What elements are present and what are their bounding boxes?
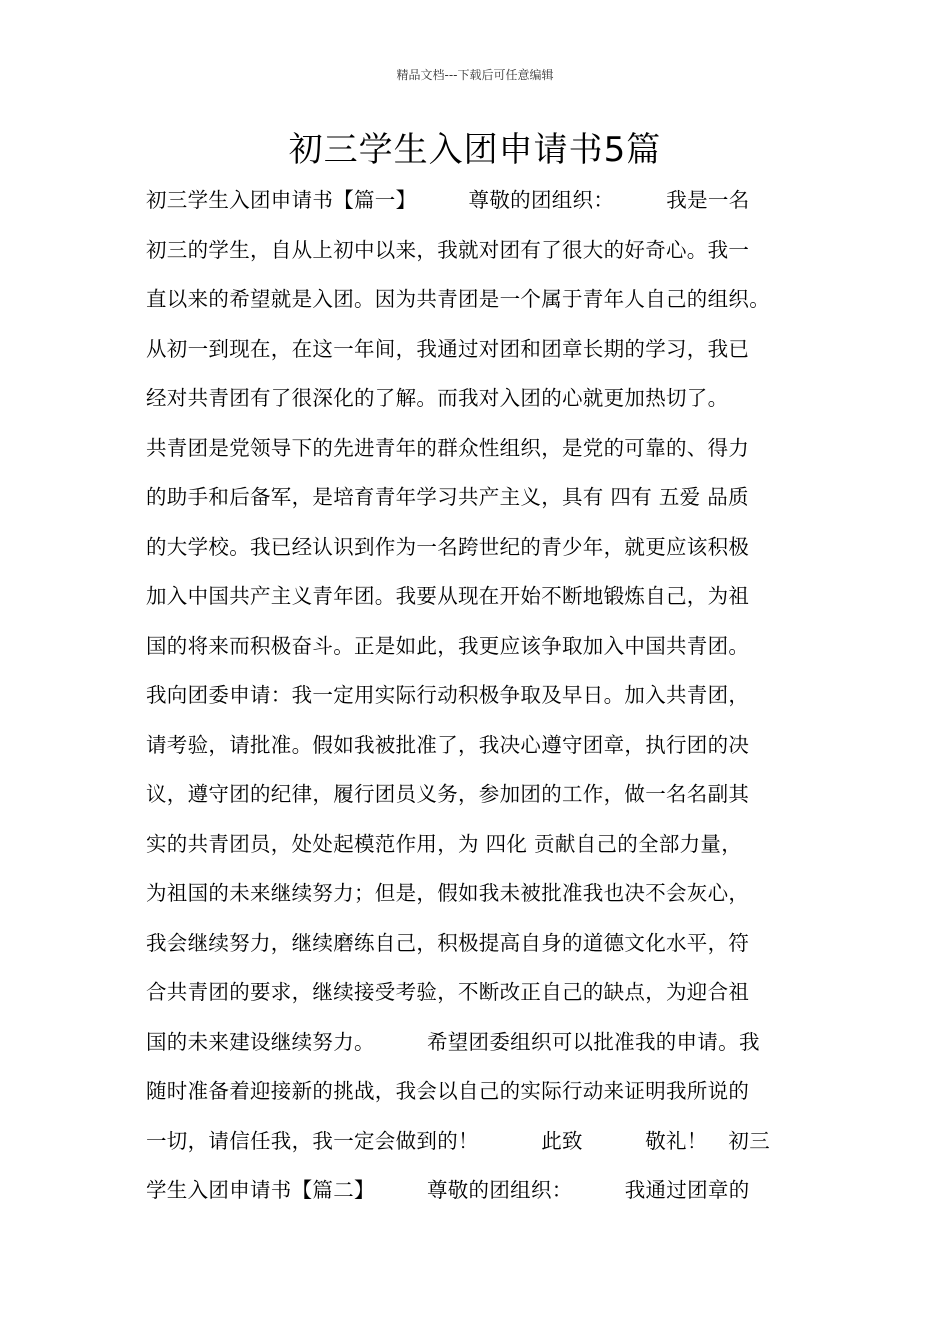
body-line: 初三学生入团申请书【篇一】 尊敬的团组织： 我是一名 xyxy=(146,188,750,212)
body-line: 的大学校。我已经认识到作为一名跨世纪的青少年，就更应该积极 xyxy=(146,534,750,559)
body-line: 合共青团的要求，继续接受考验，不断改正自己的缺点，为迎合祖 xyxy=(146,980,750,1004)
body-line: 共青团是党领导下的先进青年的群众性组织，是党的可靠的、得力 xyxy=(146,435,750,460)
page-header: 精品文档---下载后可任意编辑 xyxy=(396,68,554,82)
body-line: 从初一到现在，在这一年间，我通过对团和团章长期的学习，我已 xyxy=(146,336,750,361)
body-line: 加入中国共产主义青年团。我要从现在开始不断地锻炼自己，为祖 xyxy=(146,584,750,608)
body-line: 随时准备着迎接新的挑战，我会以自己的实际行动来证明我所说的 xyxy=(146,1079,750,1103)
body-line: 直以来的希望就是入团。因为共青团是一个属于青年人自己的组织。 xyxy=(146,287,770,311)
body-line: 议，遵守团的纪律，履行团员义务，参加团的工作，做一名名副其 xyxy=(146,782,750,806)
body-line: 一切，请信任我，我一定会做到的！ 此致 敬礼！ 初三 xyxy=(146,1128,770,1153)
body-line: 学生入团申请书【篇二】 尊敬的团组织： 我通过团章的 xyxy=(146,1178,750,1202)
body-line: 初三的学生，自从上初中以来，我就对团有了很大的好奇心。我一 xyxy=(146,237,750,262)
body-line: 请考验，请批准。假如我被批准了，我决心遵守团章，执行团的决 xyxy=(146,732,750,757)
body-line: 实的共青团员，处处起模范作用，为 四化 贡献自己的全部力量， xyxy=(146,831,743,856)
body-line: 经对共青团有了很深化的了解。而我对入团的心就更加热切了。 xyxy=(146,386,729,410)
body-line: 国的未来建设继续努力。 希望团委组织可以批准我的申请。我 xyxy=(146,1029,760,1054)
body-line: 我向团委申请：我一定用实际行动积极争取及早日。加入共青团， xyxy=(146,683,750,707)
body-line: 为祖国的未来继续努力；但是，假如我未被批准我也决不会灰心， xyxy=(146,881,750,905)
document-title: 初三学生入团申请书5篇 xyxy=(288,130,662,170)
body-line: 的助手和后备军，是培育青年学习共产主义，具有 四有 五爱 品质 xyxy=(146,485,749,509)
body-line: 我会继续努力，继续磨练自己，积极提高自身的道德文化水平，符 xyxy=(146,930,750,955)
body-line: 国的将来而积极奋斗。正是如此，我更应该争取加入中国共青团。 xyxy=(146,633,750,658)
document-body xyxy=(146,178,826,1218)
